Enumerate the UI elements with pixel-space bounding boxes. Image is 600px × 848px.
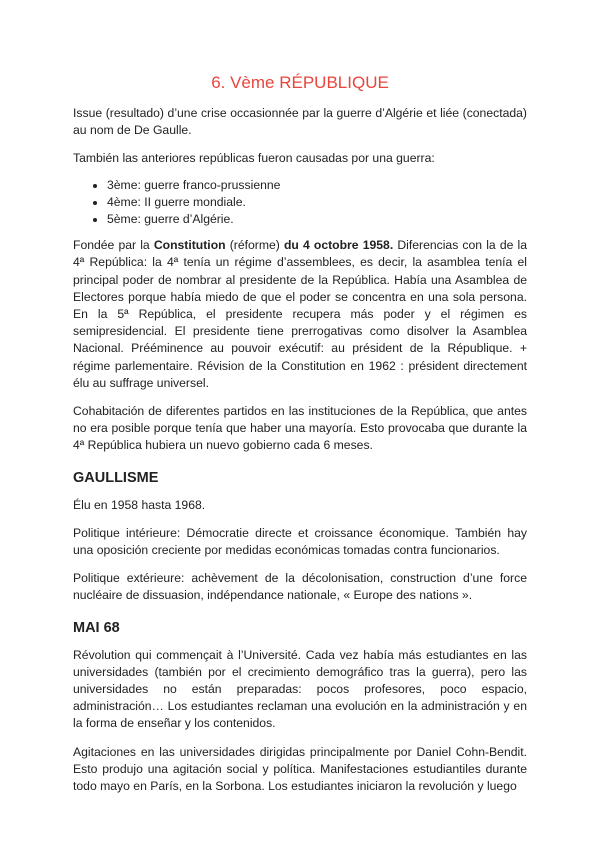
constitution-rest: Diferencias con la de la 4ª República: la 4ª tenía un régime d’assemblees, es decir, la asamblea tenía el principal poder de nombrar al presidente de la República. Había una Asamblea de Electores porque había miedo de que el poder se concentra en una sola persona. En la 5ª República, el presidente recupera más poder y el régimen es semipresidencial. El presidente tiene prerrogativas como disolver la Asamblea Nacional. Prééminence au pouvoir exécutif: au président de la République. + régime parlementaire. Révision de la Constitution en 1962 : président directement élu au suffrage universel. xyxy=(73,238,527,390)
gaullisme-heading: GAULLISME xyxy=(73,469,159,486)
intro-paragraph: Issue (resultado) d’une crise occasionnée par la guerre d’Algérie et liée (conectada) au nom de De Gaulle. xyxy=(73,106,527,138)
list-item: • 3ème: guerre franco-prussienne xyxy=(107,177,527,194)
constitution-pre: Fondée par la xyxy=(73,238,154,253)
mai68-paragraph-1: Révolution qui commençait à l’Université. Cada vez había más estudiantes en las universidades (también por el crecimiento demográfico tras la guerra), pero las universidades no están preparadas: pocos profesores, poco espacio, administración… Los estudiantes reclaman una evolución en la administración y en la forma de enseñar y los contenidos. xyxy=(73,647,527,731)
gaullisme-elected: Élu en 1958 hasta 1968. xyxy=(73,497,206,512)
constitution-bold: Constitution xyxy=(153,238,226,253)
list-item: • 4ème: II guerre mondiale. xyxy=(107,194,527,211)
prev-republics-paragraph: También las anteriores repúblicas fueron causadas por una guerra: xyxy=(73,151,435,166)
constitution-date: du 4 octobre 1958. xyxy=(283,238,394,253)
mai68-paragraph-2: Agitaciones en las universidades dirigidas principalmente por Daniel Cohn-Bendit. Esto produjo una agitación social y política. Manifestaciones estudiantiles durante todo mayo en París, en la Sorbona. Los estudiantes iniciaron la revolución y luego xyxy=(73,744,527,794)
mai68-heading: MAI 68 xyxy=(73,619,120,636)
constitution-paragraph xyxy=(73,237,527,392)
cohabitation-paragraph: Cohabitación de diferentes partidos en las instituciones de la República, que antes no era posible porque tenía que haber una mayoría. Esto provocaba que durante la 4ª República hubiera un nuevo gobierno cada 6 meses. xyxy=(73,404,527,453)
list-item: • 5ème: guerre d’Algérie. xyxy=(107,211,527,228)
wars-list xyxy=(73,177,527,229)
gaullisme-exterior: Politique extérieure: achèvement de la décolonisation, construction d’une force nucléaire de dissuasion, indépendance nationale, « Europe des nations ». xyxy=(73,571,527,603)
page-title: 6. Vème RÉPUBLIQUE xyxy=(211,73,389,92)
gaullisme-interior: Politique intérieure: Démocratie directe et croissance économique. También hay una oposición creciente por medidas económicas tomadas contra funcionarios. xyxy=(73,525,527,558)
constitution-mid: (réforme) xyxy=(225,238,284,253)
